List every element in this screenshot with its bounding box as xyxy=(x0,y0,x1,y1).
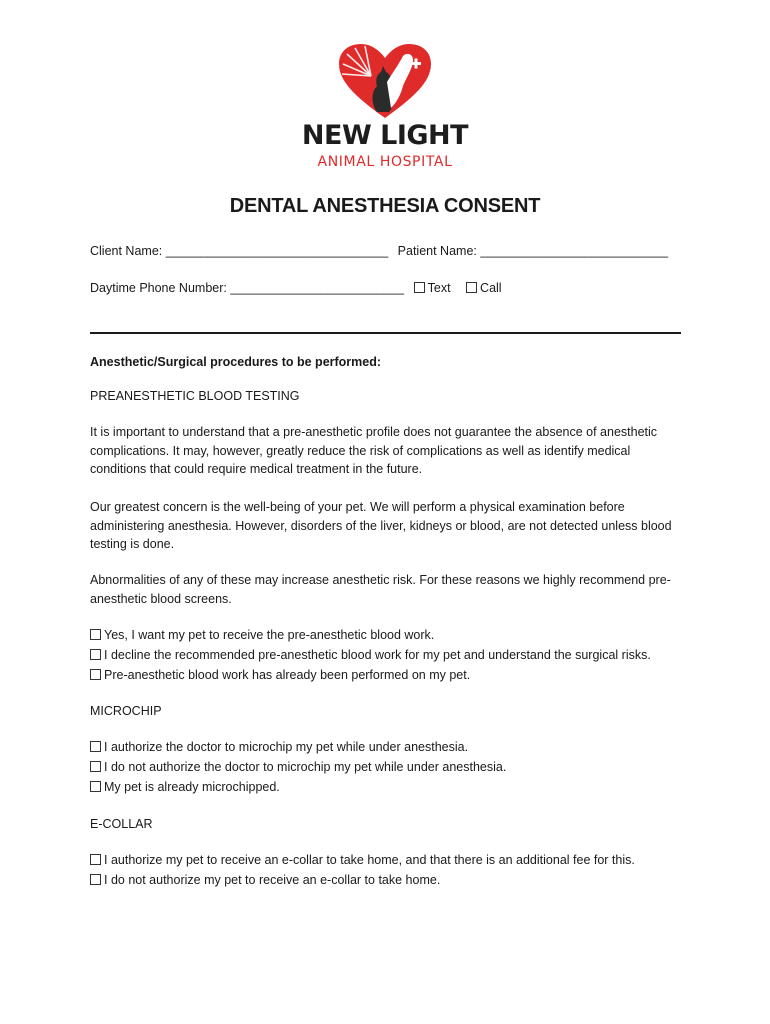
call-option[interactable] xyxy=(466,281,502,295)
blood-option-label: Pre-anesthetic blood work has already been performed on my pet. xyxy=(104,668,471,682)
microchip-option-label: My pet is already microchipped. xyxy=(104,780,280,794)
blood-testing-heading: PREANESTHETIC BLOOD TESTING xyxy=(90,389,300,403)
text-option[interactable] xyxy=(414,281,451,295)
client-name-label: Client Name: ________________________________ xyxy=(90,244,389,258)
ecollar-heading: E-COLLAR xyxy=(90,817,153,831)
blood-option-label: Yes, I want my pet to receive the pre-anesthetic blood work. xyxy=(104,628,435,642)
microchip-option-decline[interactable] xyxy=(90,761,506,774)
ecollar-option-label: I do not authorize my pet to receive an e-collar to take home. xyxy=(104,873,441,887)
call-option-label: Call xyxy=(480,281,502,295)
paragraph-abnormalities: Abnormalities of any of these may increase anesthetic risk. For these reasons we highly recommend pre-anesthetic blood screens. xyxy=(90,573,671,606)
logo-subtitle: ANIMAL HOSPITAL xyxy=(317,154,453,170)
paragraph-wellbeing: Our greatest concern is the well-being of your pet. We will perform a physical examination before administering anesthesia. However, disorders of the liver, kidneys or blood, are not detected unless blood testing is done. xyxy=(90,500,672,551)
microchip-heading: MICROCHIP xyxy=(90,704,162,718)
blood-option-yes[interactable] xyxy=(90,629,434,642)
checkbox-icon[interactable] xyxy=(90,741,101,752)
checkbox-icon[interactable] xyxy=(414,282,425,293)
client-name-field[interactable] xyxy=(90,245,668,258)
checkbox-icon[interactable] xyxy=(90,669,101,680)
procedures-heading: Anesthetic/Surgical procedures to be performed: xyxy=(90,355,382,369)
hospital-logo xyxy=(295,42,475,172)
blood-option-done[interactable] xyxy=(90,669,470,682)
checkbox-icon[interactable] xyxy=(90,781,101,792)
logo-name: NEW LIGHT xyxy=(301,120,469,151)
microchip-option-label: I authorize the doctor to microchip my pet while under anesthesia. xyxy=(104,740,469,754)
checkbox-icon[interactable] xyxy=(90,649,101,660)
text-option-label: Text xyxy=(427,281,451,295)
blood-option-decline[interactable] xyxy=(90,649,651,662)
patient-name-label: Patient Name: ___________________________ xyxy=(397,244,669,258)
phone-label: Daytime Phone Number: _________________________ xyxy=(90,281,405,295)
microchip-option-authorize[interactable] xyxy=(90,741,468,754)
heart-pet-logo-icon xyxy=(337,42,433,120)
ecollar-option-label: I authorize my pet to receive an e-collar to take home, and that there is an additional fee for this. xyxy=(104,853,635,867)
divider xyxy=(90,332,681,334)
microchip-option-already[interactable] xyxy=(90,781,280,794)
checkbox-icon[interactable] xyxy=(90,629,101,640)
phone-field-row xyxy=(90,282,502,295)
paragraph-profile: It is important to understand that a pre-anesthetic profile does not guarantee the absence of anesthetic complications. It may, however, greatly reduce the risk of complications as well as identify medical conditions that could require medical treatment in the future. xyxy=(90,425,658,476)
checkbox-icon[interactable] xyxy=(90,874,101,885)
checkbox-icon[interactable] xyxy=(90,761,101,772)
checkbox-icon[interactable] xyxy=(90,854,101,865)
ecollar-option-authorize[interactable] xyxy=(90,854,635,867)
blood-option-label: I decline the recommended pre-anesthetic blood work for my pet and understand the surgical risks. xyxy=(104,648,651,662)
microchip-option-label: I do not authorize the doctor to microchip my pet while under anesthesia. xyxy=(104,760,507,774)
ecollar-option-decline[interactable] xyxy=(90,874,440,887)
page-title: DENTAL ANESTHESIA CONSENT xyxy=(229,195,541,217)
checkbox-icon[interactable] xyxy=(466,282,477,293)
